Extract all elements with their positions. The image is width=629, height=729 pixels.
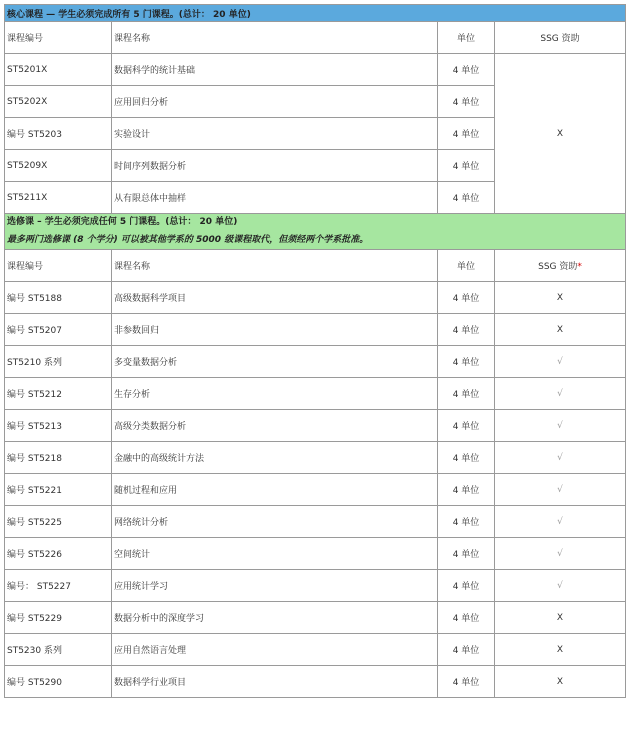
course-units: 4 单位 bbox=[438, 86, 495, 118]
ssg-status: X bbox=[495, 314, 626, 346]
course-units: 4 单位 bbox=[438, 634, 495, 666]
course-name: 数据分析中的深度学习 bbox=[112, 602, 438, 634]
course-units: 4 单位 bbox=[438, 570, 495, 602]
course-units: 4 单位 bbox=[438, 538, 495, 570]
table-row bbox=[5, 442, 626, 474]
course-name: 数据科学的统计基础 bbox=[112, 54, 438, 86]
course-name: 网络统计分析 bbox=[112, 506, 438, 538]
table-row bbox=[5, 602, 626, 634]
course-code: 编号 ST5207 bbox=[5, 314, 112, 346]
course-name: 高级分类数据分析 bbox=[112, 410, 438, 442]
ssg-status: X bbox=[495, 602, 626, 634]
column-header-ssg: SSG 资助 bbox=[495, 22, 626, 54]
ssg-status: √ bbox=[495, 378, 626, 410]
course-units: 4 单位 bbox=[438, 602, 495, 634]
ssg-status: √ bbox=[495, 506, 626, 538]
course-name: 从有限总体中抽样 bbox=[112, 182, 438, 214]
course-units: 4 单位 bbox=[438, 410, 495, 442]
ssg-status: √ bbox=[495, 474, 626, 506]
course-code: ST5211X bbox=[5, 182, 112, 214]
course-units: 4 单位 bbox=[438, 150, 495, 182]
course-name: 金融中的高级统计方法 bbox=[112, 442, 438, 474]
course-code: 编号 ST5203 bbox=[5, 118, 112, 150]
table-row bbox=[5, 282, 626, 314]
column-header-code: 课程编号 bbox=[5, 250, 112, 282]
course-name: 数据科学行业项目 bbox=[112, 666, 438, 698]
course-name: 应用统计学习 bbox=[112, 570, 438, 602]
course-code: 编号 ST5225 bbox=[5, 506, 112, 538]
table-row bbox=[5, 570, 626, 602]
table-row bbox=[5, 506, 626, 538]
course-code: 编号 ST5221 bbox=[5, 474, 112, 506]
column-header-name: 课程名称 bbox=[112, 250, 438, 282]
course-table bbox=[4, 4, 626, 698]
course-units: 4 单位 bbox=[438, 506, 495, 538]
table-row bbox=[5, 378, 626, 410]
course-code: 编号 ST5229 bbox=[5, 602, 112, 634]
table-row bbox=[5, 54, 626, 86]
course-name: 时间序列数据分析 bbox=[112, 150, 438, 182]
elective-note: 最多两门选修课 (8 个学分) 可以被其他学系的 5000 级课程取代，但须经两个学系批准。 bbox=[7, 235, 369, 245]
course-units: 4 单位 bbox=[438, 442, 495, 474]
column-header-units: 单位 bbox=[438, 250, 495, 282]
column-header-name: 课程名称 bbox=[112, 22, 438, 54]
course-code: 编号 ST5212 bbox=[5, 378, 112, 410]
core-ssg-value: X bbox=[495, 54, 626, 214]
course-units: 4 单位 bbox=[438, 666, 495, 698]
ssg-header-label: SSG 资助 bbox=[538, 262, 578, 272]
table-row bbox=[5, 410, 626, 442]
ssg-status: √ bbox=[495, 538, 626, 570]
course-units: 4 单位 bbox=[438, 54, 495, 86]
ssg-status: √ bbox=[495, 346, 626, 378]
course-name: 高级数据科学项目 bbox=[112, 282, 438, 314]
elective-column-header-row bbox=[5, 250, 626, 282]
course-code: ST5230 系列 bbox=[5, 634, 112, 666]
table-row bbox=[5, 474, 626, 506]
course-code: 编号： ST5227 bbox=[5, 570, 112, 602]
course-code: ST5209X bbox=[5, 150, 112, 182]
course-name: 生存分析 bbox=[112, 378, 438, 410]
course-code: 编号 ST5188 bbox=[5, 282, 112, 314]
ssg-status: X bbox=[495, 634, 626, 666]
course-name: 多变量数据分析 bbox=[112, 346, 438, 378]
course-name: 随机过程和应用 bbox=[112, 474, 438, 506]
course-units: 4 单位 bbox=[438, 474, 495, 506]
course-code: ST5201X bbox=[5, 54, 112, 86]
course-code: 编号 ST5290 bbox=[5, 666, 112, 698]
footnote-asterisk: * bbox=[577, 262, 582, 272]
table-row bbox=[5, 634, 626, 666]
ssg-status: X bbox=[495, 666, 626, 698]
course-name: 应用回归分析 bbox=[112, 86, 438, 118]
elective-section-header bbox=[5, 214, 626, 250]
course-code: ST5202X bbox=[5, 86, 112, 118]
course-code: 编号 ST5218 bbox=[5, 442, 112, 474]
table-row bbox=[5, 314, 626, 346]
course-units: 4 单位 bbox=[438, 314, 495, 346]
course-units: 4 单位 bbox=[438, 282, 495, 314]
course-name: 应用自然语言处理 bbox=[112, 634, 438, 666]
course-code: ST5210 系列 bbox=[5, 346, 112, 378]
column-header-code: 课程编号 bbox=[5, 22, 112, 54]
elective-heading: 选修课 – 学生必须完成任何 5 门课程。(总计： 20 单位) bbox=[7, 217, 238, 227]
ssg-status: √ bbox=[495, 570, 626, 602]
course-code: 编号 ST5213 bbox=[5, 410, 112, 442]
course-units: 4 单位 bbox=[438, 346, 495, 378]
core-column-header-row bbox=[5, 22, 626, 54]
ssg-status: √ bbox=[495, 410, 626, 442]
ssg-status: √ bbox=[495, 442, 626, 474]
course-code: 编号 ST5226 bbox=[5, 538, 112, 570]
column-header-units: 单位 bbox=[438, 22, 495, 54]
core-heading: 核心课程 — 学生必须完成所有 5 门课程。(总计： 20 单位) bbox=[5, 5, 626, 22]
table-row bbox=[5, 666, 626, 698]
course-units: 4 单位 bbox=[438, 378, 495, 410]
course-name: 实验设计 bbox=[112, 118, 438, 150]
ssg-status: X bbox=[495, 282, 626, 314]
table-row bbox=[5, 346, 626, 378]
course-name: 非参数回归 bbox=[112, 314, 438, 346]
course-name: 空间统计 bbox=[112, 538, 438, 570]
core-section-header bbox=[5, 5, 626, 22]
course-units: 4 单位 bbox=[438, 118, 495, 150]
course-units: 4 单位 bbox=[438, 182, 495, 214]
table-row bbox=[5, 538, 626, 570]
column-header-ssg bbox=[495, 250, 626, 282]
